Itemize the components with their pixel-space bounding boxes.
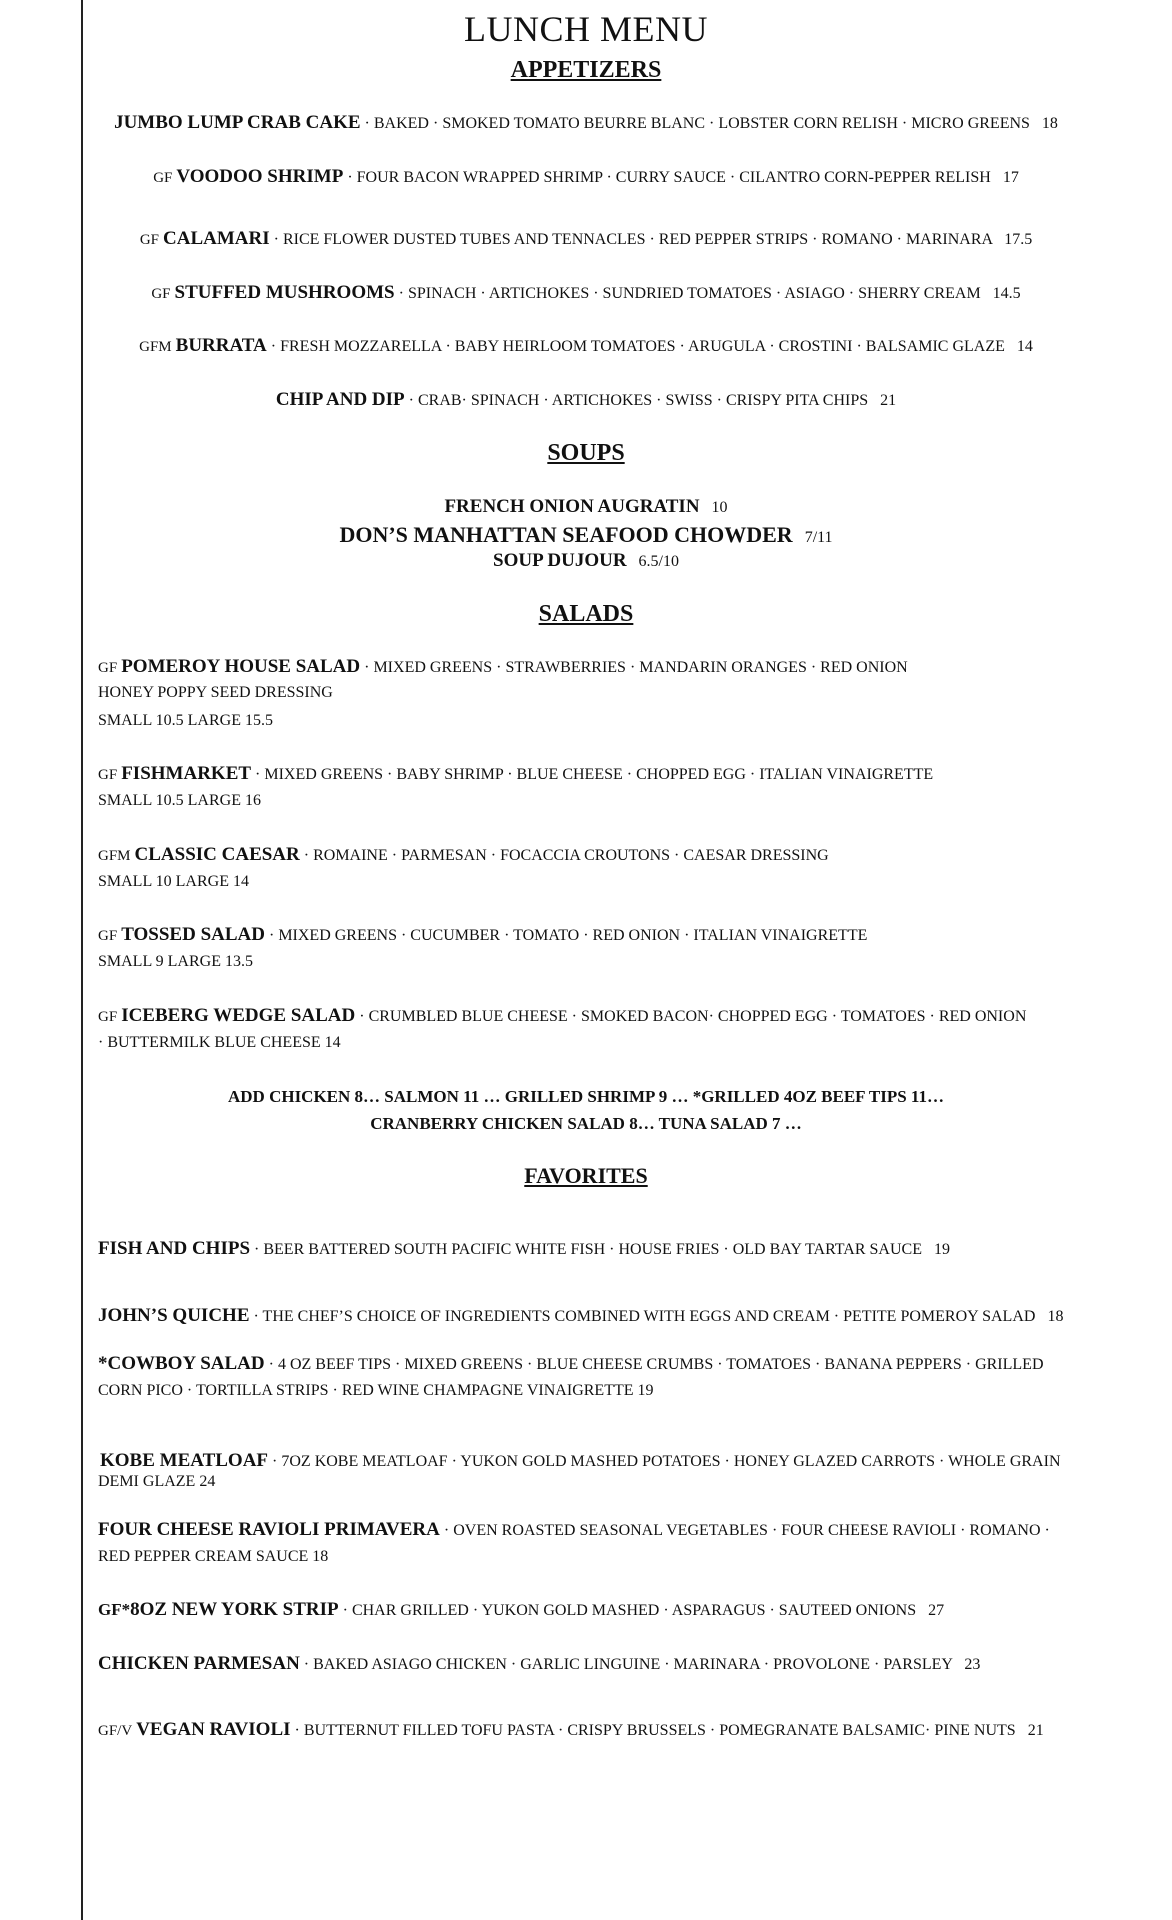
item-name: BURRATA <box>175 335 267 356</box>
item-price: 14 <box>1016 338 1033 355</box>
item-prefix: GF <box>98 660 118 676</box>
item-price: 17.5 <box>1004 231 1033 248</box>
addons-line-2: CRANBERRY CHICKEN SALAD 8… TUNA SALAD 7 … <box>370 1114 802 1133</box>
item-name: FISHMARKET <box>121 763 252 784</box>
soup-name: FRENCH ONION AUGRATIN <box>444 496 700 517</box>
salad-item <box>98 656 908 678</box>
favorite-item <box>98 1719 1044 1741</box>
item-prefix: GFM <box>139 339 172 355</box>
menu-item <box>0 228 1172 250</box>
item-name: STUFFED MUSHROOMS <box>174 282 395 303</box>
soup-item <box>0 522 1172 548</box>
item-desc-continued: HONEY POPPY SEED DRESSING <box>98 684 333 701</box>
item-price: 21 <box>1027 1722 1044 1739</box>
menu-item <box>0 282 1172 304</box>
item-sizes: SMALL 9 LARGE 13.5 <box>98 953 253 970</box>
item-name: *COWBOY SALAD <box>98 1353 265 1374</box>
item-desc: · 7OZ KOBE MEATLOAF · YUKON GOLD MASHED POTATOES · HONEY GLAZED CARROTS · WHOLE GRAIN <box>272 1453 1061 1470</box>
favorite-item <box>98 1653 980 1675</box>
salad-item <box>98 1005 1026 1027</box>
item-prefix: GF <box>98 767 118 783</box>
item-name: FOUR CHEESE RAVIOLI PRIMAVERA <box>98 1519 440 1540</box>
item-name: CALAMARI <box>163 228 270 249</box>
item-desc: · OVEN ROASTED SEASONAL VEGETABLES · FOUR CHEESE RAVIOLI · ROMANO · <box>443 1522 1050 1539</box>
item-name: JUMBO LUMP CRAB CAKE <box>114 112 361 133</box>
item-prefix: GF <box>98 928 118 944</box>
menu-item <box>0 166 1172 188</box>
item-price: 23 <box>964 1656 981 1673</box>
section-title-salads: SALADS <box>538 601 634 627</box>
favorite-item <box>98 1353 1044 1375</box>
favorite-item <box>98 1305 1063 1327</box>
item-desc-continued: RED PEPPER CREAM SAUCE 18 <box>98 1548 329 1565</box>
menu-item <box>0 389 1172 411</box>
item-desc: · FRESH MOZZARELLA · BABY HEIRLOOM TOMATOES · ARUGULA · CROSTINI · BALSAMIC GLAZE <box>270 338 1005 355</box>
item-desc-continued: CORN PICO · TORTILLA STRIPS · RED WINE CHAMPAGNE VINAIGRETTE 19 <box>98 1382 654 1399</box>
item-desc-continued: · BUTTERMILK BLUE CHEESE 14 <box>98 1034 341 1051</box>
soup-price: 10 <box>711 499 728 516</box>
section-title-favorites: FAVORITES <box>524 1163 648 1188</box>
soup-price: 6.5/10 <box>638 553 679 570</box>
favorite-item <box>98 1519 1050 1541</box>
item-name: ICEBERG WEDGE SALAD <box>121 1005 356 1026</box>
salad-item <box>98 844 829 866</box>
item-sizes: SMALL 10 LARGE 14 <box>98 873 249 890</box>
item-desc: · ROMAINE · PARMESAN · FOCACCIA CROUTONS · CAESAR DRESSING <box>303 847 829 864</box>
section-title-appetizers: APPETIZERS <box>510 57 662 83</box>
item-name: 8OZ NEW YORK STRIP <box>130 1599 339 1620</box>
item-sizes: SMALL 10.5 LARGE 15.5 <box>98 712 273 729</box>
item-desc: · THE CHEF’S CHOICE OF INGREDIENTS COMBINED WITH EGGS AND CREAM · PETITE POMEROY SALAD <box>253 1308 1036 1325</box>
item-prefix: GF* <box>98 1600 131 1619</box>
salad-item <box>98 763 933 785</box>
item-desc: · CRAB· SPINACH · ARTICHOKES · SWISS · CRISPY PITA CHIPS <box>408 392 869 409</box>
favorite-item <box>98 1599 944 1621</box>
addons-line-1: ADD CHICKEN 8… SALMON 11 … GRILLED SHRIMP 9 … *GRILLED 4OZ BEEF TIPS 11… <box>227 1087 944 1106</box>
salad-item <box>98 924 867 946</box>
item-desc: · CHAR GRILLED · YUKON GOLD MASHED · ASPARAGUS · SAUTEED ONIONS <box>342 1602 917 1619</box>
item-price: 21 <box>880 392 897 409</box>
favorite-item <box>100 1450 1061 1472</box>
item-name: JOHN’S QUICHE <box>98 1305 250 1326</box>
item-prefix: GF <box>151 286 171 302</box>
item-name: KOBE MEATLOAF <box>100 1450 269 1471</box>
item-name: POMEROY HOUSE SALAD <box>121 656 361 677</box>
soup-item <box>0 496 1172 518</box>
item-name: VEGAN RAVIOLI <box>136 1719 291 1740</box>
item-name: FISH AND CHIPS <box>98 1238 251 1259</box>
soup-name: SOUP DUJOUR <box>493 550 627 571</box>
item-desc: · BAKED ASIAGO CHICKEN · GARLIC LINGUINE · MARINARA · PROVOLONE · PARSLEY <box>303 1656 953 1673</box>
soup-item <box>0 550 1172 572</box>
item-prefix: GFM <box>98 848 131 864</box>
section-title-soups: SOUPS <box>547 440 625 466</box>
item-price: 19 <box>933 1241 950 1258</box>
soup-name: DON’S MANHATTAN SEAFOOD CHOWDER <box>339 522 793 547</box>
item-desc: · BAKED · SMOKED TOMATO BEURRE BLANC · LOBSTER CORN RELISH · MICRO GREENS <box>364 115 1030 132</box>
item-desc: · MIXED GREENS · CUCUMBER · TOMATO · RED ONION · ITALIAN VINAIGRETTE <box>268 927 868 944</box>
item-desc: · 4 OZ BEEF TIPS · MIXED GREENS · BLUE CHEESE CRUMBS · TOMATOES · BANANA PEPPERS · GRILLED <box>268 1356 1044 1373</box>
item-prefix: GF <box>139 232 159 248</box>
item-sizes: SMALL 10.5 LARGE 16 <box>98 792 261 809</box>
item-desc-continued: DEMI GLAZE 24 <box>98 1473 216 1490</box>
item-name: CHICKEN PARMESAN <box>98 1653 300 1674</box>
item-price: 27 <box>928 1602 945 1619</box>
menu-item <box>0 335 1172 357</box>
item-prefix: GF/V <box>98 1723 133 1739</box>
item-name: TOSSED SALAD <box>121 924 265 945</box>
item-price: 18 <box>1047 1308 1064 1325</box>
item-desc: · MIXED GREENS · STRAWBERRIES · MANDARIN ORANGES · RED ONION <box>364 659 908 676</box>
item-prefix: GF <box>153 170 173 186</box>
item-price: 18 <box>1041 115 1058 132</box>
item-name: CHIP AND DIP <box>275 389 405 410</box>
item-desc: · MIXED GREENS · BABY SHRIMP · BLUE CHEESE · CHOPPED EGG · ITALIAN VINAIGRETTE <box>255 766 934 783</box>
item-desc: · RICE FLOWER DUSTED TUBES AND TENNACLES · RED PEPPER STRIPS · ROMANO · MARINARA <box>273 231 993 248</box>
item-prefix: GF <box>98 1009 118 1025</box>
favorite-item <box>98 1238 950 1260</box>
item-desc: · SPINACH · ARTICHOKES · SUNDRIED TOMATOES · ASIAGO · SHERRY CREAM <box>398 285 981 302</box>
item-desc: · CRUMBLED BLUE CHEESE · SMOKED BACON· CHOPPED EGG · TOMATOES · RED ONION <box>359 1008 1027 1025</box>
item-price: 17 <box>1002 169 1019 186</box>
item-name: VOODOO SHRIMP <box>176 166 344 187</box>
item-desc: · FOUR BACON WRAPPED SHRIMP · CURRY SAUCE · CILANTRO CORN-PEPPER RELISH <box>347 169 991 186</box>
menu-item <box>0 112 1172 134</box>
item-desc: · BUTTERNUT FILLED TOFU PASTA · CRISPY BRUSSELS · POMEGRANATE BALSAMIC· PINE NUTS <box>294 1722 1016 1739</box>
item-desc: · BEER BATTERED SOUTH PACIFIC WHITE FISH · HOUSE FRIES · OLD BAY TARTAR SAUCE <box>254 1241 922 1258</box>
page-title: LUNCH MENU <box>464 9 708 49</box>
soup-price: 7/11 <box>804 529 833 546</box>
item-name: CLASSIC CAESAR <box>134 844 300 865</box>
item-price: 14.5 <box>992 285 1021 302</box>
